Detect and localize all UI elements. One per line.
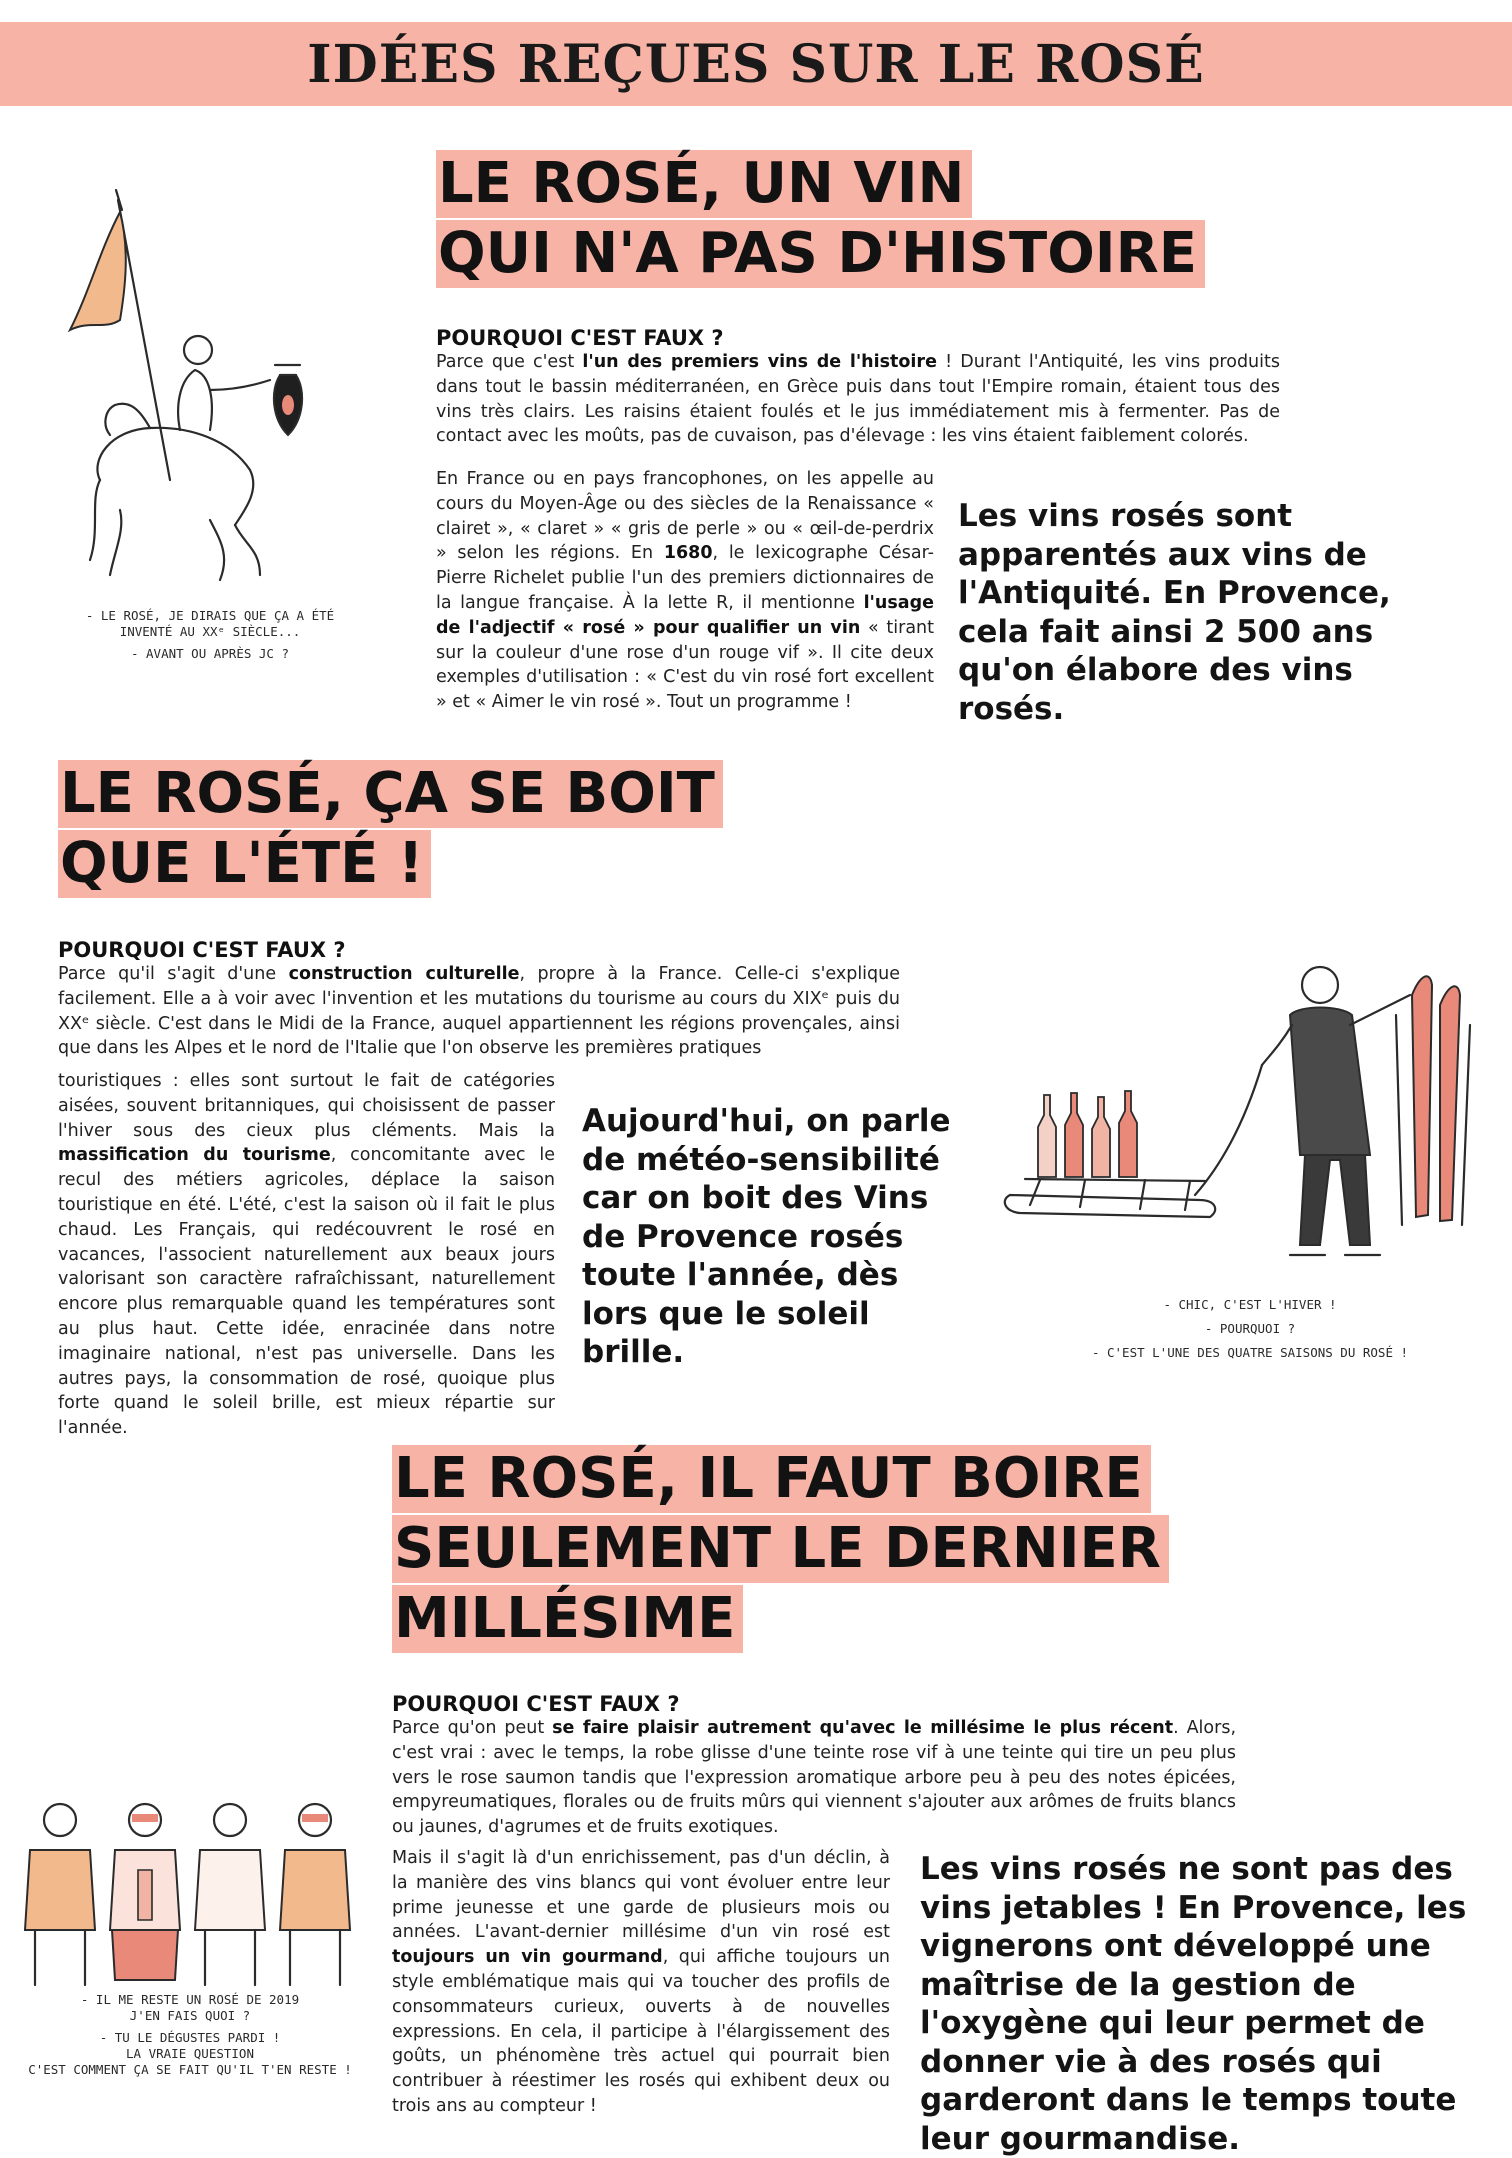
illustration-waiter bbox=[1000, 955, 1480, 1285]
paragraph-column bbox=[58, 1069, 555, 1441]
page-title: IDÉES REÇUES SUR LE ROSÉ bbox=[307, 33, 1205, 95]
bold-phrase: se faire plaisir autrement qu'avec le millésime le plus récent bbox=[552, 1718, 1174, 1738]
man-figure bbox=[195, 1804, 265, 1985]
bold-phrase: construction culturelle bbox=[288, 964, 520, 984]
text-run: . Alors, c'est vrai : avec le temps, la robe glisse d'une teinte rose vif à une teinte qui tire un peu plus vers le rose saumon tandis que l'expression aromatique arbore peu à peu des notes épicées, empyreumatiques, florales ou de fruits mûrs qui viennent s'ajouter aux arômes de fruits blancs ou jaunes, d'agrumes et de fruits exotiques. bbox=[392, 1718, 1237, 1838]
title-line: LE ROSÉ, IL FAUT BOIRE bbox=[392, 1445, 1151, 1513]
caption-line: - TU LE DÉGUSTES PARDI ! bbox=[99, 2030, 281, 2045]
caption-line: INVENTÉ AU XXᵉ SIÈCLE... bbox=[119, 624, 301, 639]
caption-line: - IL ME RESTE UN ROSÉ DE 2019 bbox=[80, 1992, 300, 2007]
rose-bottles bbox=[1038, 1091, 1137, 1177]
title-line: QUI N'A PAS D'HISTOIRE bbox=[436, 220, 1205, 288]
text-run: Mais il s'agit là d'un enrichissement, pas d'un déclin, à la manière des vins blancs qui vont évoluer entre leur prime jeunesse et une garde de plusieurs mois ou années. L'avant-dernier millésime d'un vin rosé est bbox=[392, 1848, 890, 1943]
section-title-2 bbox=[58, 760, 723, 900]
text-run: Parce qu'on peut bbox=[392, 1718, 553, 1738]
paragraph bbox=[392, 1716, 1236, 1840]
man-figure bbox=[110, 1804, 180, 1980]
text-run: ! Durant l'Antiquité, les vins produits dans tout le bassin méditerranéen, en Grèce puis dans tout l'Empire romain, étaient tous des vins très clairs. Les raisins étaient foulés et le jus immédiatement mis à fermenter. Pas de contact avec les moûts, pas de cuvaison, pas d'élevage : les vins étaient faiblement colorés. bbox=[436, 352, 1280, 447]
caption-line: C'EST COMMENT ÇA SE FAIT QU'IL T'EN RESTE ! bbox=[28, 2062, 352, 2077]
text-run: « tirant sur la couleur d'une rose d'un rouge vif ». Il cite deux exemples d'utilisation : « C'est du vin rosé fort excellent » et « Aimer le vin rosé ». Tout un programme ! bbox=[436, 617, 934, 713]
caption-line: - CHIC, C'EST L'HIVER ! bbox=[1163, 1297, 1337, 1312]
caption-line: - AVANT OU APRÈS JC ? bbox=[130, 646, 290, 661]
section-body-1 bbox=[436, 326, 1280, 449]
section-subtitle: POURQUOI C'EST FAUX ? bbox=[58, 938, 346, 962]
section-body-2 bbox=[58, 938, 900, 1061]
title-line: LE ROSÉ, UN VIN bbox=[436, 150, 972, 218]
text-run: , qui affiche toujours un style emblématique mais qui va toucher des profils de consommateurs curieux, ouverts à de nouvelles expressions. En cela, il participe à l'élargissement des goûts, un phénomène très actuel qui pourrait bien contribuer à réestimer les rosés qui exhibent deux ou trois ans au compteur ! bbox=[392, 1947, 891, 2116]
paragraph-column bbox=[436, 467, 934, 715]
text-run: , concomitante avec le recul des métiers agricoles, déplace la saison touristique en été. L'été, c'est la saison où il fait le plus chaud. Les Français, qui redécouvrent le rosé en vacances, l'associent naturellement aux beaux jours valorisant son caractère rafraîchissant, naturellement encore plus remarquable quand les températures sont au plus haut. Cette idée, enracinée dans notre imaginaire national, n'est pas universelle. Dans les autres pays, la consommation de rosé, quoique plus forte quand le soleil brille, est mieux répartie sur l'année. bbox=[58, 1145, 555, 1439]
man-figure bbox=[25, 1804, 95, 1985]
text-run: , le lexicographe César-Pierre Richelet publie l'un des premiers dictionnaires de la langue française. À la lette R, il mentionne bbox=[436, 543, 934, 613]
caption-line: LA VRAIE QUESTION bbox=[126, 2046, 254, 2061]
section-title-1 bbox=[436, 150, 1205, 290]
section-title-3 bbox=[392, 1445, 1169, 1655]
bold-phrase: l'usage de l'adjectif « rosé » pour qualifier un vin bbox=[436, 592, 934, 638]
pull-quote: Les vins rosés sont apparentés aux vins de l'Antiquité. En Provence, cela fait ainsi 2 500 ans qu'on élabore des vins rosés. bbox=[958, 498, 1391, 727]
section-subtitle: POURQUOI C'EST FAUX ? bbox=[392, 1692, 680, 1716]
title-line: MILLÉSIME bbox=[392, 1585, 743, 1653]
caption-line: - C'EST L'UNE DES QUATRE SAISONS DU ROSÉ ! bbox=[1091, 1345, 1409, 1360]
caption-section-2 bbox=[1050, 1297, 1450, 1361]
bold-phrase: l'un des premiers vins de l'histoire bbox=[582, 352, 937, 372]
title-line: SEULEMENT LE DERNIER bbox=[392, 1515, 1169, 1583]
knight-on-horse-illustration bbox=[30, 180, 390, 600]
paragraph-column bbox=[392, 1846, 890, 2119]
waiter-with-sled-illustration bbox=[1000, 955, 1480, 1285]
paragraph bbox=[58, 962, 900, 1061]
caption-line: J'EN FAIS QUOI ? bbox=[129, 2008, 251, 2023]
title-line: LE ROSÉ, ÇA SE BOIT bbox=[58, 760, 723, 828]
man-figure bbox=[280, 1804, 350, 1985]
four-men-illustration bbox=[20, 1790, 360, 1990]
bold-phrase: 1680 bbox=[663, 543, 713, 564]
caption-section-3 bbox=[10, 1992, 370, 2078]
caption-line: - LE ROSÉ, JE DIRAIS QUE ÇA A ÉTÉ bbox=[85, 608, 335, 623]
illustration-four-men bbox=[20, 1790, 360, 1990]
text-run: touristiques : elles sont surtout le fait de catégories aisées, souvent britanniques, qui choisissent de passer l'hiver sous des cieux plus cléments. Mais la bbox=[58, 1071, 555, 1141]
illustration-knight bbox=[30, 180, 390, 600]
bold-phrase: toujours un vin gourmand bbox=[392, 1947, 663, 1968]
paragraph bbox=[436, 350, 1280, 449]
text-run: Parce que c'est bbox=[436, 352, 583, 372]
bold-phrase: massification du tourisme bbox=[58, 1145, 331, 1166]
text-run: En France ou en pays francophones, on les appelle au cours du Moyen-Âge ou des siècles de la Renaissance « clairet », « claret » « gris de perle » ou « œil-de-perdrix » selon les régions. En bbox=[436, 469, 934, 564]
text-run: , propre à la France. Celle-ci s'explique facilement. Elle a à voir avec l'invention et les mutations du tourisme au cours du XIXᵉ puis du XXᵉ siècle. C'est dans le Midi de la France, auquel appartiennent les régions provençales, ainsi que dans les Alpes et le nord de l'Italie que l'on observe les premières pratiques bbox=[58, 964, 901, 1059]
section-subtitle: POURQUOI C'EST FAUX ? bbox=[436, 326, 724, 350]
caption-line: - POURQUOI ? bbox=[1204, 1321, 1296, 1336]
header-banner bbox=[0, 22, 1512, 106]
section-body-3 bbox=[392, 1692, 1236, 1840]
title-line: QUE L'ÉTÉ ! bbox=[58, 830, 431, 898]
pull-quote: Aujourd'hui, on parle de météo-sensibilité car on boit des Vins de Provence rosés toute l'année, dès lors que le soleil brille. bbox=[582, 1103, 951, 1370]
pull-quote: Les vins rosés ne sont pas des vins jetables ! En Provence, les vignerons ont développé une maîtrise de la gestion de l'oxygène qui leur permet de donner vie à des rosés qui garderont dans le temps toute leur gourmandise. bbox=[920, 1851, 1467, 2157]
caption-section-1 bbox=[40, 608, 380, 662]
text-run: Parce qu'il s'agit d'une bbox=[58, 964, 289, 984]
